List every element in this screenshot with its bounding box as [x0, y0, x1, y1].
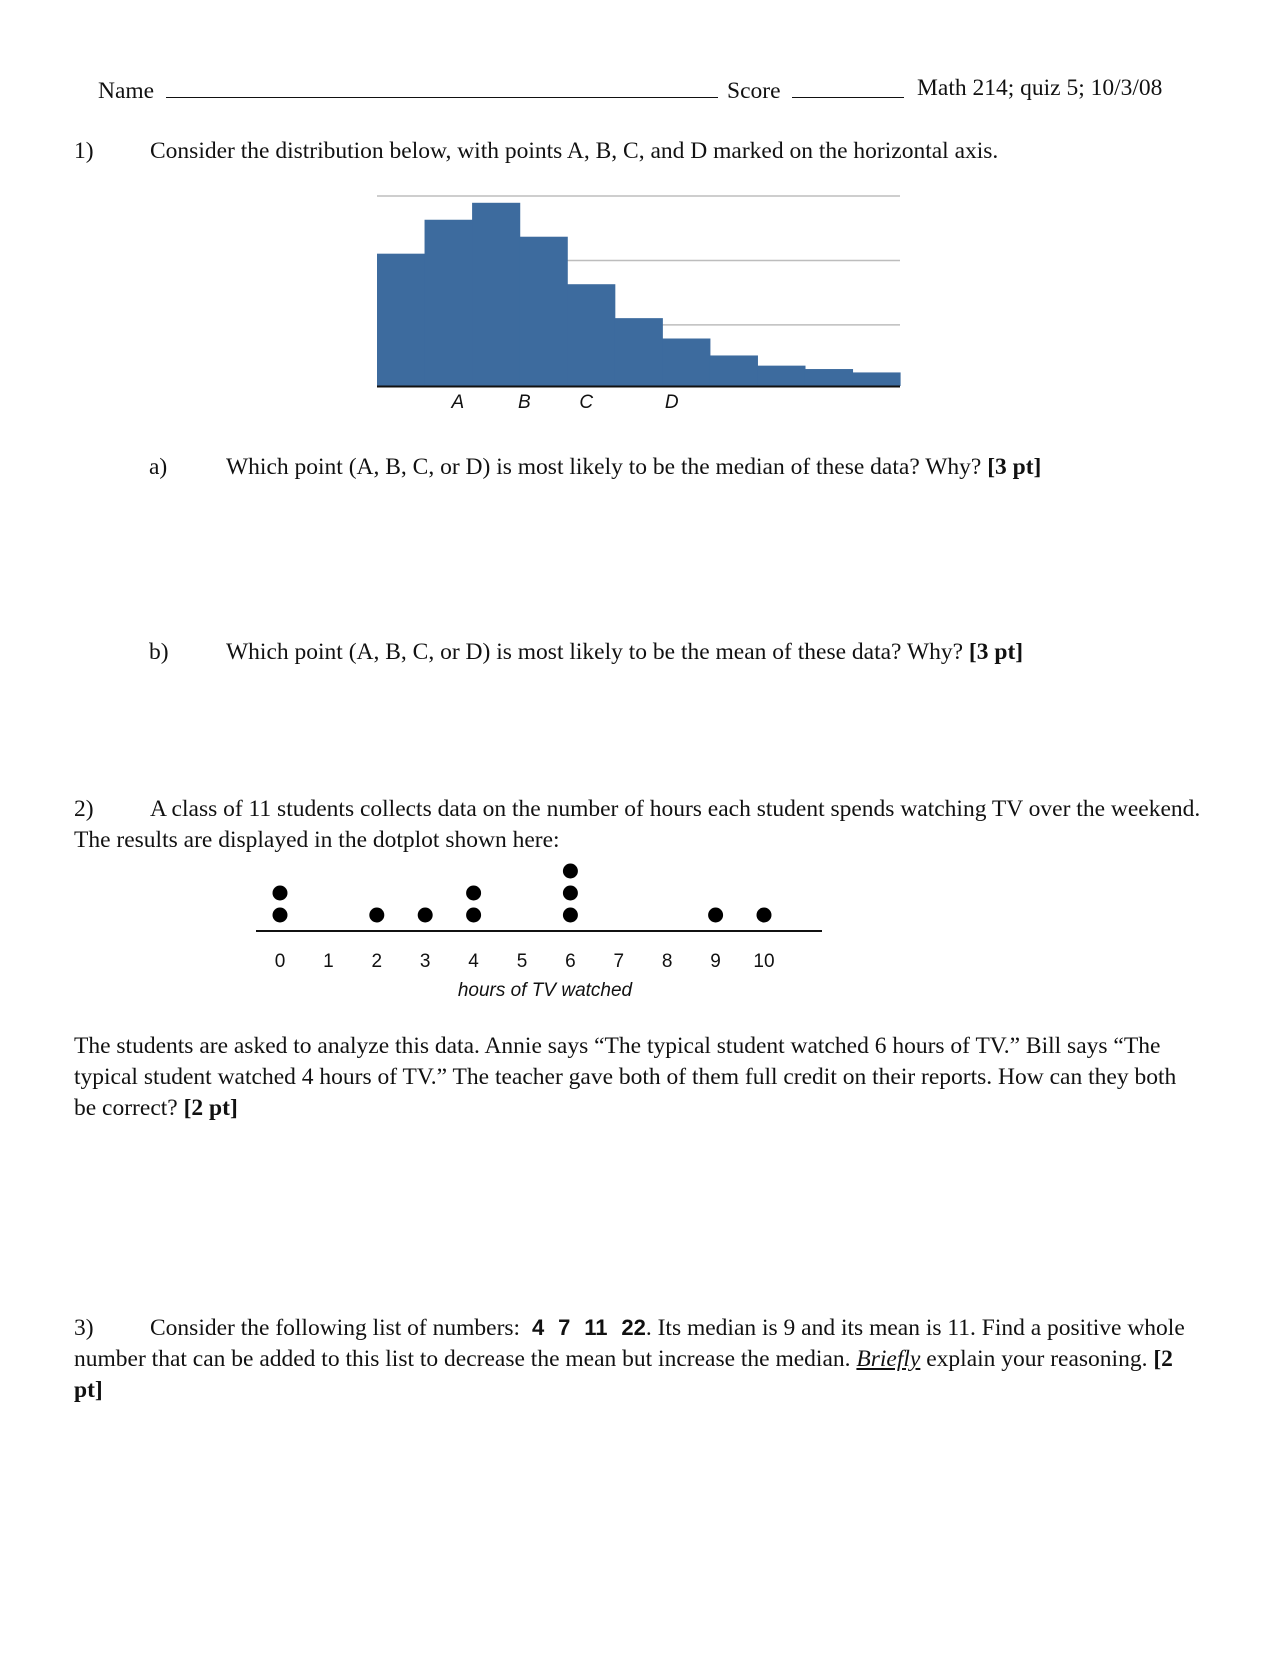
- dotplot-tick-label: 7: [613, 951, 625, 972]
- number-list-item: 4: [531, 1315, 545, 1340]
- question-1-prompt: Consider the distribution below, with points A, B, C, and D marked on the horizontal axis.: [150, 138, 999, 164]
- dotplot-dot: [563, 886, 578, 901]
- question-3: [74, 1312, 1204, 1406]
- histogram-point-markers: [450, 392, 678, 413]
- dotplot-dot: [708, 908, 723, 923]
- number-list-item: 11: [584, 1315, 608, 1340]
- question-2: [74, 794, 1204, 856]
- question-1b-label: b): [149, 639, 169, 665]
- question-1b-text: Which point (A, B, C, or D) is most likely to be the mean of these data? Why?: [226, 639, 964, 665]
- question-2-followup: [74, 1031, 1204, 1124]
- dotplot-tick-label: 5: [516, 951, 528, 972]
- question-1a-text: Which point (A, B, C, or D) is most likely to be the median of these data? Why?: [226, 454, 982, 480]
- dotplot-points: [273, 864, 772, 923]
- question-1: [74, 136, 1194, 167]
- histogram-bar: [662, 339, 710, 387]
- histogram-bar: [377, 254, 425, 386]
- question-1a-points: [3 pt]: [987, 454, 1042, 480]
- number-list-item: 7: [558, 1315, 571, 1340]
- histogram-marker-label: B: [518, 392, 531, 413]
- dotplot-tick-label: 2: [371, 951, 383, 972]
- question-2-followup-text: The students are asked to analyze this data. Annie says “The typical student watched 6 hours of TV.” Bill says “The typical student watched 4 hours of TV.” The teacher gave both of them full credit on their reports. How can they both be correct?: [74, 1033, 1177, 1121]
- histogram-bar: [710, 355, 758, 386]
- histogram-marker-label: D: [664, 392, 679, 413]
- dotplot-tick-label: 4: [468, 951, 479, 972]
- dotplot-chart: [250, 862, 830, 1012]
- question-2-points: [2 pt]: [183, 1095, 238, 1121]
- score-blank[interactable]: [792, 73, 904, 98]
- question-1a: [149, 452, 1199, 483]
- briefly-emphasis: Briefly: [856, 1346, 921, 1372]
- question-1b: [149, 637, 1199, 668]
- question-1-number: 1): [74, 138, 94, 164]
- question-3-prompt-mid: . Its median is 9 and its mean is 11. Find a positive whole number that can be added to this list to decrease the mean but increase the median.: [74, 1315, 1185, 1372]
- dotplot-dot: [757, 908, 772, 923]
- name-blank[interactable]: [166, 73, 718, 98]
- question-1b-points: [3 pt]: [968, 639, 1024, 665]
- histogram-bar: [425, 220, 473, 386]
- dotplot-dot: [466, 908, 481, 923]
- dotplot-x-label: hours of TV watched: [457, 980, 633, 1001]
- histogram-marker-label: C: [579, 392, 594, 413]
- question-2-number: 2): [74, 796, 94, 822]
- question-3-number: 3): [74, 1315, 94, 1341]
- histogram-bars: [377, 203, 901, 386]
- histogram-bar: [615, 318, 663, 386]
- dotplot-dot: [418, 908, 433, 923]
- question-3-prompt-pre: Consider the following list of numbers:: [150, 1315, 521, 1341]
- dotplot-tick-label: 10: [753, 951, 775, 972]
- histogram-marker-label: A: [451, 392, 465, 413]
- dotplot-tick-label: 8: [661, 951, 673, 972]
- dotplot-tick-label: 0: [274, 951, 286, 972]
- question-1a-label: a): [149, 454, 168, 480]
- dotplot-dot: [466, 886, 481, 901]
- dotplot-tick-label: 6: [565, 951, 576, 972]
- histogram-chart: [360, 190, 910, 420]
- name-label: Name: [98, 78, 155, 104]
- dotplot-dot: [563, 908, 578, 923]
- histogram-bar: [757, 366, 805, 386]
- dotplot-tick-label: 1: [323, 951, 334, 972]
- dotplot-dot: [273, 908, 288, 923]
- score-label: Score: [727, 78, 781, 104]
- dotplot-dot: [369, 908, 384, 923]
- histogram-bar: [852, 372, 900, 386]
- question-2-prompt: A class of 11 students collects data on the number of hours each student spends watching TV over the weekend. The results are displayed in the dotplot shown here:: [74, 796, 1201, 853]
- score-area: [727, 73, 904, 107]
- histogram-bar: [520, 237, 568, 386]
- dotplot-tick-label: 3: [419, 951, 431, 972]
- histogram-bar: [472, 203, 520, 386]
- histogram-bar: [805, 369, 853, 386]
- question-3-points: [2 pt]: [74, 1346, 1173, 1403]
- course-info: Math 214; quiz 5; 10/3/08: [917, 75, 1163, 101]
- dotplot-tick-label: 9: [710, 951, 721, 972]
- question-3-prompt-post: explain your reasoning.: [926, 1346, 1148, 1372]
- dotplot-dot: [563, 864, 578, 879]
- dotplot-tick-labels: [275, 951, 775, 972]
- number-list-item: 22: [621, 1315, 646, 1340]
- histogram-bar: [567, 284, 615, 386]
- dotplot-dot: [273, 886, 288, 901]
